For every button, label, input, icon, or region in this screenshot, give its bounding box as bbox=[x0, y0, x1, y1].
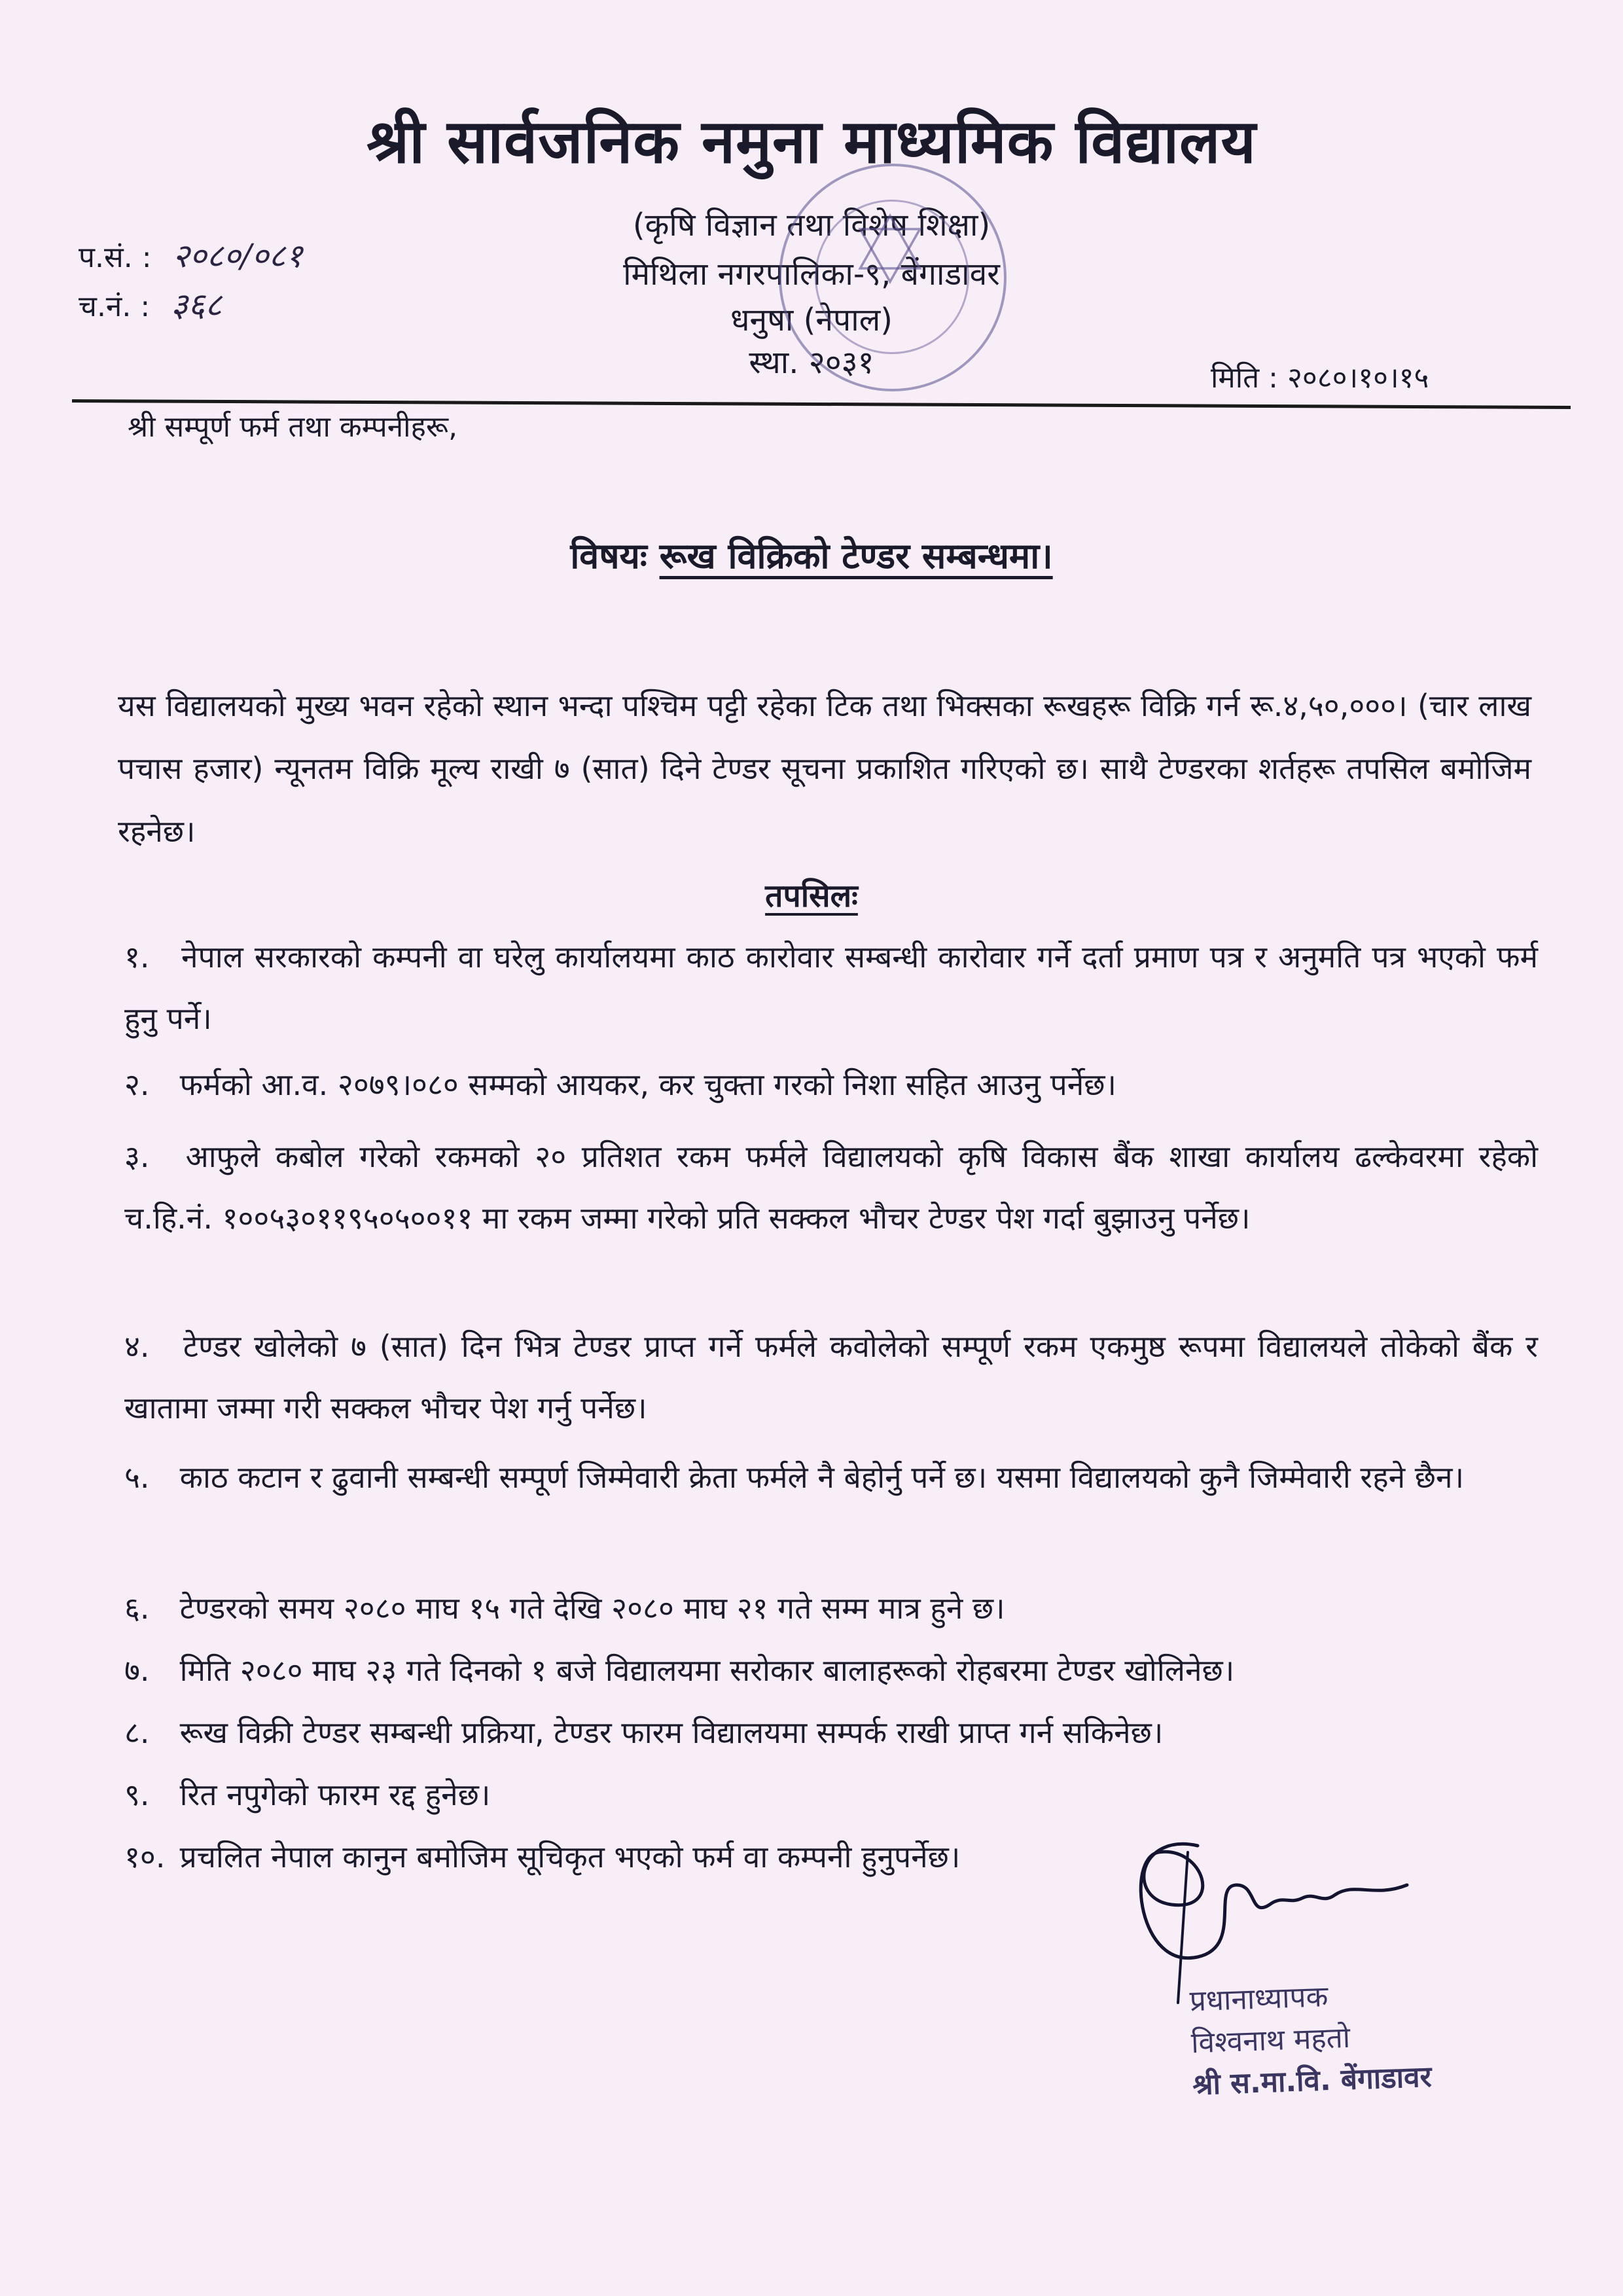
list-item-number: ९. bbox=[124, 1777, 150, 1812]
list-item-text: फर्मको आ.व. २०७९।०८० सम्मको आयकर, कर चुक्ता गरको निशा सहित आउनु पर्नेछ। bbox=[179, 1067, 1116, 1102]
list-item-text: टेण्डरको समय २०८० माघ १५ गते देखि २०८० माघ २१ गते सम्म मात्र हुने छ। bbox=[179, 1590, 1005, 1626]
list-item-text: मिति २०८० माघ २३ गते दिनको १ बजे विद्यालयमा सरोकार बालाहरूको रोहबरमा टेण्डर खोलिनेछ। bbox=[179, 1653, 1235, 1688]
list-item-text: रित नपुगेको फारम रद्द हुनेछ। bbox=[179, 1777, 491, 1812]
seal-star-icon bbox=[851, 209, 929, 288]
school-established: स्था. २०३१ bbox=[749, 344, 874, 381]
school-address: मिथिला नगरपालिका-९, बेंगाडावर bbox=[623, 256, 1000, 293]
list-item bbox=[124, 1577, 1538, 1639]
list-item bbox=[124, 1054, 1538, 1115]
school-name: श्री सार्वजनिक नमुना माध्यमिक विद्यालय bbox=[366, 107, 1257, 177]
dispatch-number-value: ३६८ bbox=[171, 286, 223, 324]
date-value: २०८०।१०।१५ bbox=[1287, 361, 1429, 395]
list-item bbox=[124, 926, 1538, 1049]
details-heading: तपसिलः bbox=[765, 878, 858, 914]
subject-text: रूख विक्रिको टेण्डर सम्बन्धमा। bbox=[659, 535, 1053, 577]
list-item-text: रूख विक्री टेण्डर सम्बन्धी प्रक्रिया, टेण्डर फारम विद्यालयमा सम्पर्क राखी प्राप्त गर्न सकिनेछ। bbox=[179, 1715, 1164, 1750]
list-item-text: आफुले कबोल गरेको रकमको २० प्रतिशत रकम फर्मले विद्यालयको कृषि विकास बैंक शाखा कार्यालय ढल्केवरमा रहेको च.हि.नं. १००५३०११९५०५००११ मा रकम जम्मा गरेको प्रति सक्कल भौचर टेण्डर पेश गर्दा बुझाउनु पर्नेछ। bbox=[124, 1139, 1539, 1236]
list-item-number: ४. bbox=[124, 1329, 150, 1364]
letter-date bbox=[1211, 357, 1429, 396]
intro-paragraph: यस विद्यालयको मुख्य भवन रहेको स्थान भन्दा पश्चिम पट्टी रहेका टिक तथा भिक्सका रूखहरू विक्रि गर्न रू.४,५०,०००। (चार लाख पचास हजार) न्यूनतम विक्रि मूल्य राखी ७ (सात) दिने टेण्डर सूचना प्रकाशित गरिएको छ। साथै टेण्डरका शर्तहरू तपसिल बमोजिम रहनेछ। bbox=[118, 688, 1531, 849]
dispatch-number bbox=[79, 281, 222, 326]
list-item-text: प्रचलित नेपाल कानुन बमोजिम सूचिकृत भएको फर्म वा कम्पनी हुनुपर्नेछ। bbox=[179, 1839, 961, 1874]
letter-number-label: प.सं. : bbox=[79, 241, 152, 274]
dispatch-number-label: च.नं. : bbox=[79, 290, 151, 323]
signatory-name: विश्वनाथ महतो bbox=[1190, 2020, 1351, 2060]
list-item bbox=[124, 1702, 1538, 1763]
date-label: मिति : bbox=[1211, 361, 1278, 395]
signatory-stamp bbox=[1189, 1973, 1433, 2107]
letter-number-value: २०८०/०८१ bbox=[172, 237, 303, 275]
list-item-number: २. bbox=[124, 1067, 150, 1102]
list-item-number: ५. bbox=[124, 1460, 150, 1495]
list-item bbox=[124, 1446, 1538, 1508]
list-item-number: ६. bbox=[124, 1590, 150, 1626]
school-subtitle: (कृषि विज्ञान तथा विशेष शिक्षा) bbox=[632, 207, 991, 243]
list-item-number: १. bbox=[124, 939, 150, 975]
signatory-title: प्रधानाध्यापक bbox=[1188, 1980, 1329, 2018]
list-item-text: काठ कटान र ढुवानी सम्बन्धी सम्पूर्ण जिम्मेवारी क्रेता फर्मले नै बेहोर्नु पर्ने छ। यसमा विद्यालयको कुनै जिम्मेवारी रहने छैन। bbox=[179, 1460, 1465, 1495]
list-item-number: ८. bbox=[124, 1715, 150, 1750]
list-item bbox=[124, 1640, 1538, 1701]
list-item bbox=[124, 1826, 1106, 1888]
list-item-text: टेण्डर खोलेको ७ (सात) दिन भित्र टेण्डर प्राप्त गर्ने फर्मले कवोलेको सम्पूर्ण रकम एकमुष्ठ रूपमा विद्यालयले तोकेको बैंक र खातामा जम्मा गरी सक्कल भौचर पेश गर्नु पर्नेछ। bbox=[124, 1329, 1538, 1426]
list-item-number: १०. bbox=[124, 1839, 166, 1874]
list-item-number: ७. bbox=[124, 1653, 150, 1688]
list-item bbox=[124, 1316, 1538, 1439]
addressee: श्री सम्पूर्ण फर्म तथा कम्पनीहरू, bbox=[128, 410, 458, 444]
list-item bbox=[124, 1126, 1538, 1249]
list-item-text: नेपाल सरकारको कम्पनी वा घरेलु कार्यालयमा काठ कारोवार सम्बन्धी कारोवार गर्ने दर्ता प्रमाण पत्र र अनुमति पत्र भएको फर्म हुनु पर्ने। bbox=[124, 939, 1538, 1036]
letter-number bbox=[79, 232, 302, 277]
subject-line bbox=[0, 530, 1623, 579]
signatory-school: श्री स.मा.वि. बेंगाडावर bbox=[1192, 2060, 1433, 2102]
list-item-number: ३. bbox=[124, 1139, 150, 1174]
subject-label: विषयः bbox=[570, 535, 647, 577]
school-district: धनुषा (नेपाल) bbox=[730, 302, 893, 338]
